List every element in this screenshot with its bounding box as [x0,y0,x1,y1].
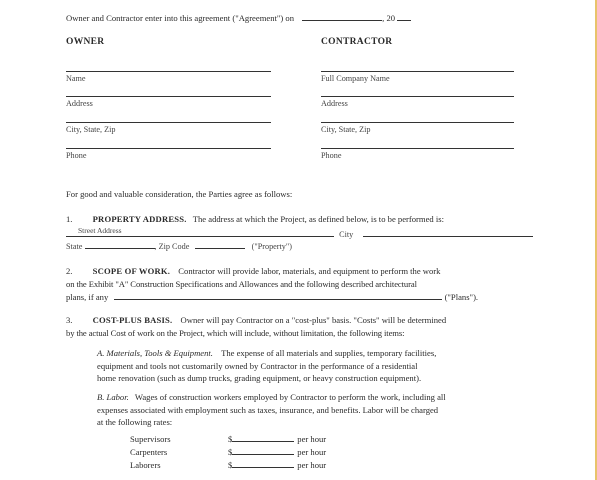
intro-text: Owner and Contractor enter into this agreement ("Agreement") on [66,13,294,23]
state-blank[interactable] [85,240,155,249]
contractor-heading: CONTRACTOR [321,37,393,47]
zip-label: , Zip Code [154,242,190,251]
section3-title: COST-PLUS BASIS. [92,315,173,325]
section3-line2: by the actual Cost of work on the Project, which will include, without limitation, the following items: [66,328,405,338]
state-label: State [66,242,83,251]
zip-blank[interactable] [195,240,245,249]
city-label: City [339,230,354,239]
section2-line1 [66,266,440,277]
rate-unit: per hour [297,447,327,457]
intro-year: , 20 [382,13,396,23]
rate-blank[interactable] [232,433,294,442]
plans-blank[interactable] [114,291,442,300]
contractor-city-line[interactable] [321,122,514,123]
contractor-address-label: Address [321,99,348,108]
section3-b-line1 [97,392,446,403]
rate-role: Laborers [130,460,161,470]
owner-name-label: Name [66,74,86,83]
rate-blank[interactable] [232,446,294,455]
section3-b-line3: at the following rates: [97,417,173,427]
owner-address-label: Address [66,99,93,108]
owner-phone-label: Phone [66,151,87,160]
section3-line1 [66,315,446,326]
section3-b-line1-text: Wages of construction workers employed by Contractor to perform the work, including all [134,392,446,402]
section2-line1-text: Contractor will provide labor, materials, and equipment to perform the work [178,266,441,276]
section1-line3 [66,240,292,252]
section1-line2 [66,228,533,240]
city-blank[interactable] [363,228,533,237]
rate-unit: per hour [297,460,327,470]
agreement-year-blank[interactable] [397,12,411,21]
section1-text: The address at which the Project, as defined below, is to be performed is: [192,214,444,224]
agreement-date-blank[interactable] [302,12,382,21]
owner-phone-line[interactable] [66,148,271,149]
rate-blank[interactable] [232,459,294,468]
section3-a-line3: home renovation (such as dump trucks, grading equipment, or heavy construction equipment). [97,373,422,383]
section2-plans-text: plans, if any [66,292,109,302]
section3-a-line1 [97,348,436,359]
rate-unit: per hour [297,434,327,444]
section3-b-line2: expenses associated with employment such as taxes, insurance, and benefits. Labor will be charged [97,405,439,415]
rate-row-laborers [130,459,326,471]
rate-role: Carpenters [130,447,168,457]
rate-currency: $ [228,434,233,444]
section2-plans-end: ("Plans"). [444,292,479,302]
section3-line1-text: Owner will pay Contractor on a "cost-plus" basis. "Costs" will be determined [180,315,447,325]
section2-line2: on the Exhibit "A" Construction Specifications and Allowances and the following described architectural [66,279,417,289]
contractor-city-label: City, State, Zip [321,125,371,134]
rate-row-supervisors [130,433,326,445]
street-address-label: Street Address [78,226,122,235]
section3-b-title: B. Labor. [97,392,129,402]
section1-line1 [66,214,444,225]
section1-number: 1. [66,214,73,224]
owner-city-label: City, State, Zip [66,125,116,134]
contractor-name-line[interactable] [321,71,514,72]
contractor-name-label: Full Company Name [321,74,390,83]
rate-currency: $ [228,447,233,457]
owner-address-line[interactable] [66,96,271,97]
section1-title: PROPERTY ADDRESS. [92,214,187,224]
rate-role: Supervisors [130,434,171,444]
section2-line3 [66,291,478,303]
consideration-text: For good and valuable consideration, the Parties agree as follows: [66,189,293,199]
section3-a-title: A. Materials, Tools & Equipment. [97,348,213,358]
intro-line [66,12,411,24]
section2-number: 2. [66,266,73,276]
rate-row-carpenters [130,446,326,458]
section3-a-line2: equipment and tools not customarily owned by Contractor in the performance of a residential [97,361,418,371]
section3-number: 3. [66,315,73,325]
contractor-phone-line[interactable] [321,148,514,149]
contractor-phone-label: Phone [321,151,342,160]
owner-city-line[interactable] [66,122,271,123]
owner-name-line[interactable] [66,71,271,72]
section3-a-line1-text: The expense of all materials and supplies, temporary facilities, [221,348,437,358]
owner-heading: OWNER [66,37,105,47]
contractor-address-line[interactable] [321,96,514,97]
property-label: ("Property") [251,242,292,251]
rate-currency: $ [228,460,233,470]
section2-title: SCOPE OF WORK. [92,266,171,276]
